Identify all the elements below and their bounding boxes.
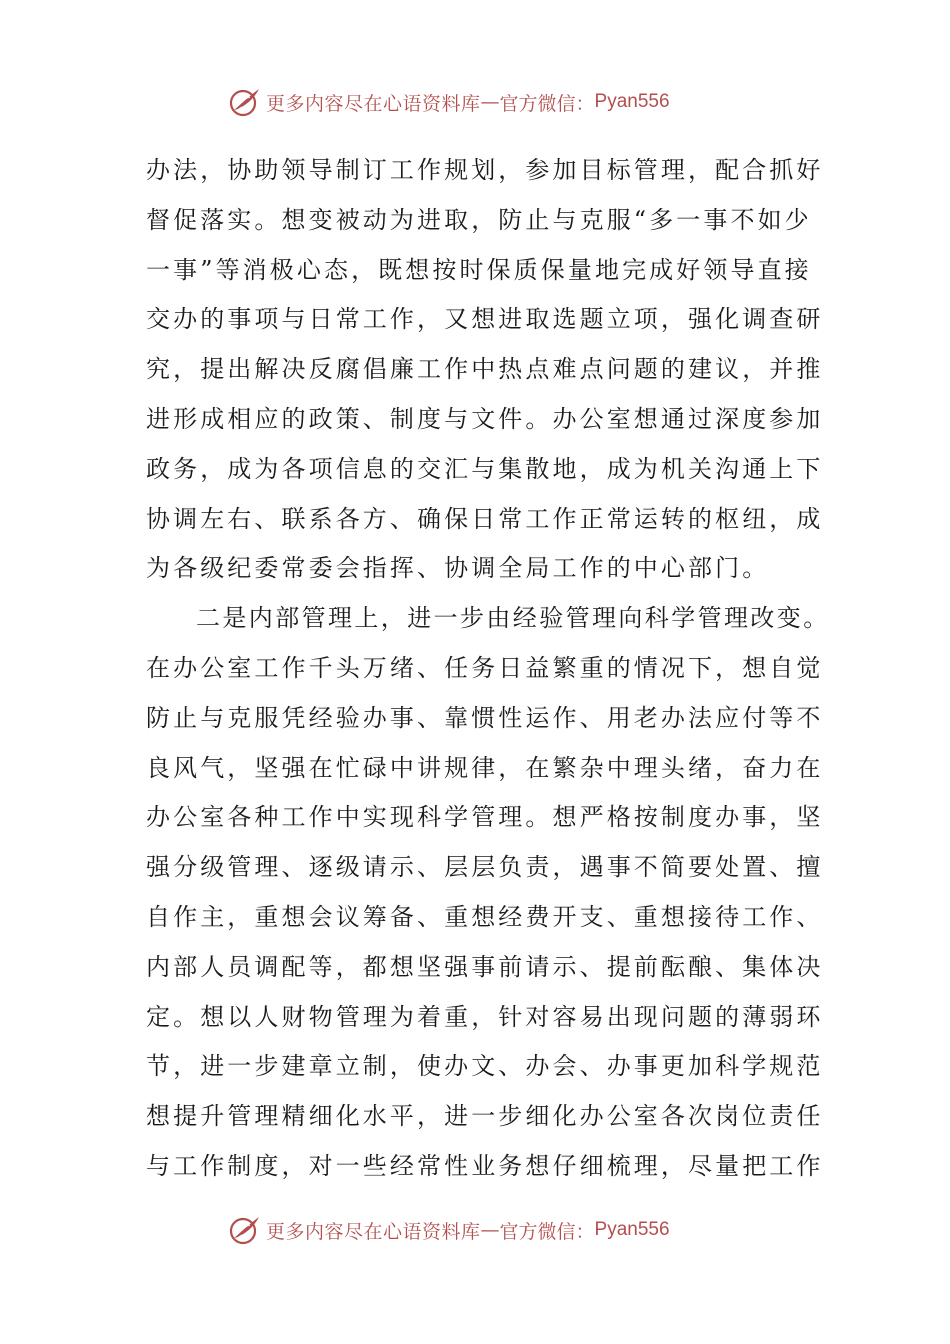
text-line: 究，提出解决反腐倡廉工作中热点难点问题的建议，并推 xyxy=(146,355,824,384)
text-line: 想提升管理精细化水平，进一步细化办公室各次岗位责任 xyxy=(146,1102,824,1131)
text-line: 督促落实。想变被动为进取，防止与克服“多一事不如少 xyxy=(146,205,812,234)
text-line: 强分级管理、逐级请示、层层负责，遇事不简要处置、擅 xyxy=(146,853,824,882)
text-line: 政务，成为各项信息的交汇与集散地，成为机关沟通上下 xyxy=(146,454,824,483)
watermark-site-name: 更多内容尽在心语资料库 xyxy=(266,92,481,115)
text-line: 办公室各种工作中实现科学管理。想严格按制度办事，坚 xyxy=(146,803,824,832)
text-line: 办法，协助领导制订工作规划，参加目标管理，配合抓好 xyxy=(146,156,824,184)
watermark-site-name: 更多内容尽在心语资料库 xyxy=(266,1220,481,1243)
text-line: 内部人员调配等，都想坚强事前请示、提前酝酿、集体决 xyxy=(146,952,824,981)
text-line: 为各级纪委常委会指挥、协调全局工作的中心部门。 xyxy=(146,554,770,583)
document-body xyxy=(146,146,830,1192)
text-line: 防止与克服凭经验办事、靠惯性运作、用老办法应付等不 xyxy=(146,703,824,732)
paragraph-heading-line: 二是内部管理上，进一步由经验管理向科学管理改变。 xyxy=(196,604,830,633)
footer-watermark xyxy=(228,1212,670,1248)
text-line: 一事”等消极心态，既想按时保质保量地完成好领导直接 xyxy=(146,255,812,284)
text-line: 协调左右、联系各方、确保日常工作正常运转的枢纽，成 xyxy=(146,504,824,533)
text-line: 定。想以人财物管理为着重，针对容易出现问题的薄弱环 xyxy=(146,1002,824,1031)
watermark-account-label: 官方微信： xyxy=(499,1220,595,1243)
quill-logo-icon xyxy=(228,1213,262,1247)
text-line: 进形成相应的政策、制度与文件。办公室想通过深度参加 xyxy=(146,404,824,433)
text-line: 交办的事项与日常工作，又想进取选题立项，强化调查研 xyxy=(146,305,824,334)
text-line: 良风气，坚强在忙碌中讲规律，在繁杂中理头绪，奋力在 xyxy=(146,753,824,782)
watermark-account-label: 官方微信： xyxy=(499,92,595,115)
watermark-account-id: Pyan556 xyxy=(594,91,670,112)
text-line: 与工作制度，对一些经常性业务想仔细梳理，尽量把工作 xyxy=(146,1151,824,1180)
text-line: 在办公室工作千头万绪、任务日益繁重的情况下，想自觉 xyxy=(146,653,824,682)
text-line: 自作主，重想会议筹备、重想经费开支、重想接待工作、 xyxy=(146,902,824,931)
watermark-account-id: Pyan556 xyxy=(594,1219,670,1240)
header-watermark xyxy=(228,84,670,120)
quill-logo-icon xyxy=(228,85,262,119)
watermark-separator: — xyxy=(480,91,500,113)
text-line: 节，进一步建章立制，使办文、办会、办事更加科学规范 xyxy=(146,1052,824,1081)
watermark-separator: — xyxy=(480,1219,500,1241)
